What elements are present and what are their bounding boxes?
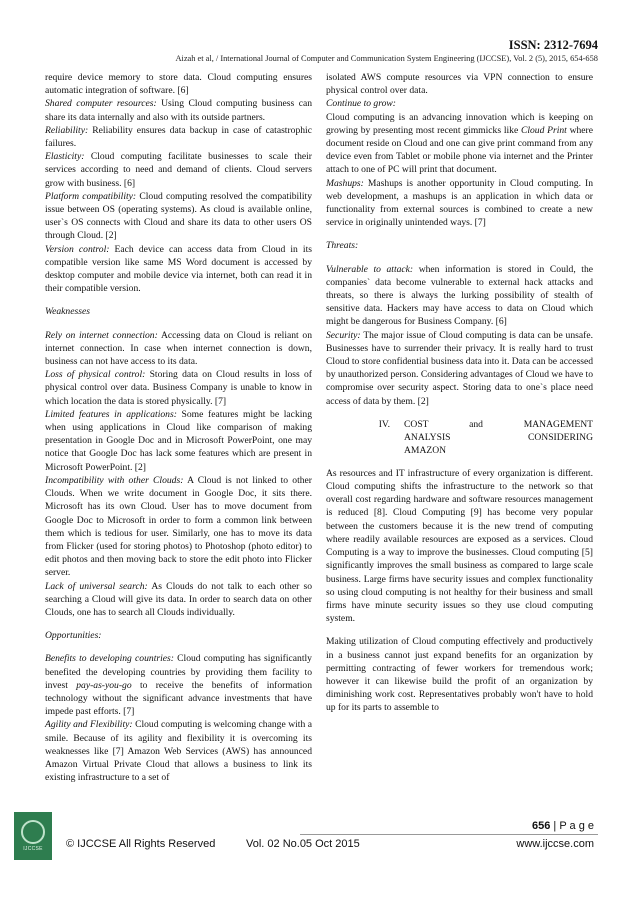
paragraph-text: Cloud computing is an advancing innovation which is keeping on growing by presenting most recent gimmicks like — [326, 111, 593, 136]
paragraph-label: Benefits to developing countries: — [45, 653, 174, 665]
paragraph-text: Some features might be lacking when using applications in Cloud like comparison of making presentation in Google Doc and in Microsoft PowerPoint, one may notice that Google Doc has lack some features which are present in Microsoft PowerPoint. [2] — [45, 408, 312, 473]
paragraph-label: Elasticity: — [45, 151, 85, 163]
paragraph — [45, 243, 312, 296]
paragraph-label: Mashups: — [326, 177, 364, 189]
paragraph-text: isolated AWS compute resources via VPN connection to ensure physical control over data. — [326, 72, 593, 97]
paragraph-label: Lack of universal search: — [45, 580, 148, 592]
journal-website[interactable]: www.ijccse.com — [516, 838, 594, 850]
paragraph — [326, 111, 593, 177]
paragraph-text: where document reside on Cloud and one can give print command from any device even from Tablet or mobile phone via internet and the Printer attach to one of PC will print that document. — [326, 124, 594, 176]
emphasis: Cloud Print — [520, 124, 567, 136]
paragraph — [45, 97, 312, 123]
paragraph-text: Mashups is another opportunity in Cloud computing. In web development, a mashups is an application in which data or functionality from external sources is combined to create a new service in originally unintended ways. [7] — [326, 177, 593, 229]
body-paragraph: As resources and IT infrastructure of every organization is different. Cloud computing shifts the infrastructure to the network so that overall cost regarding hardware and software resources management is reduced [8]. Cloud Computing [9] has become very popular between the customers because it is the new trend of computing where readily available resources are exposed as a services. Cloud Computing is a way to improve the businesses. Cloud computing [5] significantly improves the small business as compared to large scale business. Large firms have security issues and complex functionality so using cloud computing is not healthy for their business and small firms have minute security issues so they use cloud computing system. — [326, 467, 593, 625]
paragraph-label: Reliability: — [45, 124, 89, 136]
paragraph-text: Accessing data on Cloud is reliant on internet connection. In case when internet connection is down, business can not have access to its data. — [45, 329, 312, 368]
paragraph — [45, 190, 312, 243]
right-column — [326, 71, 593, 715]
paragraph — [45, 124, 312, 150]
section-number: IV. — [378, 418, 390, 430]
section-title-line-2: ANALYSIS CONSIDERING — [404, 431, 593, 443]
paragraph-label: Vulnerable to attack: — [326, 263, 414, 275]
paragraph-label: Version control: — [45, 243, 110, 255]
paragraph-text: Storing data on Cloud results in loss of physical control over data. Business Company is unable to know in which location the data is stored physically. [7] — [45, 369, 312, 407]
paragraph-label: Continue to grow: — [326, 98, 396, 110]
paragraph-label: Loss of physical control: — [45, 369, 146, 381]
paragraph — [45, 71, 312, 97]
section-title-line-3: AMAZON — [404, 444, 447, 456]
paragraph-text: Cloud computing is welcoming change with a smile. Because of its agility and flexibility it is overcoming its weaknesses like [7] Amazon Web Services (AWS) has announced Amazon Virtual Private Cloud that allows a business to link its existing infrastructure to a set of — [45, 719, 312, 784]
paragraph-text: Cloud computing facilitate businesses to scale their services according to need and demand of clients. Cloud servers grow with business. [6] — [45, 151, 312, 189]
footer-rule — [300, 834, 598, 835]
body-paragraph: Making utilization of Cloud computing effectively and productively in a business cannot just expand benefits for an organization by permitting contracting of fewer workers for tremendous work; however it can likewise build the profit of an organization by diminishing work cost. Representatives probably won't have to hold up for its parts to assemble to — [326, 636, 593, 714]
subsection-heading: Threats: — [326, 240, 359, 252]
page-footer — [0, 812, 638, 872]
paragraph-text: Reliability ensures data backup in case of catastrophic failures. — [45, 124, 312, 150]
paragraph — [45, 368, 312, 408]
journal-logo — [14, 812, 52, 860]
copyright: © IJCCSE All Rights Reserved — [66, 838, 216, 850]
paragraph — [45, 408, 312, 474]
paragraph-text: to receive the benefits of information technology without the significant advance investments that have impede past efforts. [7] — [45, 679, 312, 718]
paragraph — [45, 718, 312, 784]
paragraph-text: Each device can access data from Cloud in its compatible version like same MS Word document is accessed by desktop computer and mobile device via internet, both can read it in their compatible version. — [45, 243, 312, 295]
emphasis: pay-as-you-go — [76, 679, 132, 691]
paragraph — [45, 580, 312, 620]
logo-ring-icon — [21, 820, 45, 844]
paragraph — [326, 263, 593, 329]
paragraph-label: Agility and Flexibility: — [45, 719, 133, 731]
paragraph — [45, 150, 312, 190]
logo-text: IJCCSE — [23, 846, 43, 852]
subsection-heading: Opportunities: — [45, 630, 102, 642]
paragraph-text: when information is stored in Could, the companies` data become vulnerable to external hack attacks and threats, so there is always the lurking possibility of stealth of sensitive data. Hackers may have access to data on Cloud which might be dangerous for Business Company. [6] — [326, 263, 594, 328]
paragraph-label: Shared computer resources: — [45, 98, 157, 110]
section-title-line-1: COST and MANAGEMENT — [404, 418, 593, 430]
paragraph — [326, 97, 593, 110]
paragraph-text: Cloud computing has significantly benefited the developing countries by providing them facility to invest — [45, 653, 312, 691]
paragraph-text: The major issue of Cloud computing is data can be unsafe. Businesses have to surrender their privacy. It is really hard to trust Cloud to store confidential business data into it. Data can be accessed by unauthorized person. Considering advantages of Cloud we have to compromise over security aspect. Storing data to one`s place need access of data by them. [2] — [326, 329, 593, 407]
issn: ISSN: 2312-7694 — [508, 38, 598, 52]
subsection-heading: Weaknesses — [45, 306, 90, 318]
right-column-top — [326, 71, 593, 408]
paragraph-label: Platform compatibility: — [45, 190, 137, 202]
paragraph-text: require device memory to store data. Cloud computing ensures automatic integration of software. [6] — [45, 72, 312, 97]
paragraph-text: A Cloud is not linked to other Clouds. When we write document in Google Doc, it sits there. Microsoft has its own Cloud. User has to move document from Google Doc to Microsoft in order to form a common link between them which is tedious for user. Similarly, one has to move its data from Flicker (used for storing photos) to Photoshop (photo editor) to edit photos and then moving back to store the edit photo into Flicker server. — [45, 474, 312, 579]
paragraph-text: Using Cloud computing business can share its data internally and also with its outside partners. — [45, 98, 313, 123]
paragraph-label: Security: — [326, 329, 361, 341]
paragraph-text: As Clouds do not talk to each other so searching a Cloud will give its data. In order to search data on other Clouds, one has to search all Clouds individually. — [45, 580, 312, 618]
paragraph — [326, 329, 593, 408]
paragraph-label: Rely on internet connection: — [45, 329, 158, 341]
volume-info: Vol. 02 No.05 Oct 2015 — [246, 838, 360, 850]
section-heading — [326, 418, 593, 457]
running-head: Aizah et al, / International Journal of Computer and Communication System Engineering (IJCCSE), Vol. 2 (5), 2015, 654-658 — [175, 54, 598, 63]
paragraph — [45, 329, 312, 369]
paragraph — [45, 474, 312, 580]
page-number: 656 | P a g e — [531, 820, 594, 832]
paragraph — [326, 71, 593, 97]
paragraph — [326, 177, 593, 230]
paragraph-text: Cloud computing resolved the compatibility issue between OS (operating systems). As cloud is available online, user`s OS connects with Cloud and share its data to other users OS through Cloud. [2] — [45, 190, 312, 242]
left-column — [45, 71, 312, 784]
paragraph — [45, 652, 312, 718]
paragraph-label: Incompatibility with other Clouds: — [45, 474, 184, 486]
paragraph-label: Limited features in applications: — [45, 408, 177, 420]
